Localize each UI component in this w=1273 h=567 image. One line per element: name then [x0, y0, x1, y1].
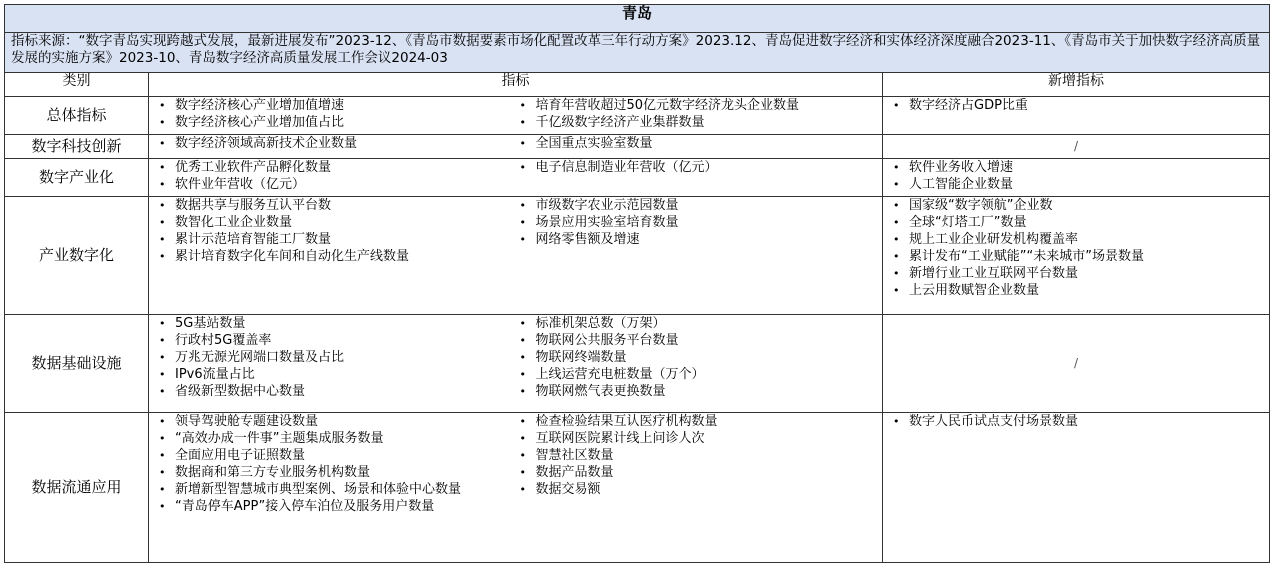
- list-item: • 软件业年营收（亿元）: [155, 176, 516, 193]
- list-item: • 5G基站数量: [155, 315, 516, 332]
- list-item: • 新增新型智慧城市典型案例、场景和体验中心数量: [155, 481, 516, 498]
- list-item: • 累计示范培育智能工厂数量: [155, 231, 516, 248]
- list-item: • 数据共享与服务互认平台数: [155, 197, 516, 214]
- row-indicators: [149, 413, 883, 563]
- list-item: • 领导驾驶舱专题建设数量: [155, 413, 516, 430]
- row-new-indicators: [883, 197, 1270, 315]
- table-row: [5, 97, 1270, 135]
- list-item: • 新增行业工业互联网平台数量: [889, 265, 1263, 282]
- list-item: • 数字经济核心产业增加值占比: [155, 114, 516, 131]
- list-item: • “高效办成一件事”主题集成服务数量: [155, 430, 516, 447]
- list-item: • 电子信息制造业年营收（亿元）: [516, 159, 877, 176]
- row-category: 数字产业化: [5, 159, 149, 197]
- list-item: • 数据交易额: [516, 481, 877, 498]
- list-item: • 万兆无源光网端口数量及占比: [155, 349, 516, 366]
- source-note: 指标来源：“数字青岛实现跨越式发展，最新进展发布”2023-12、《青岛市数据要素市场化配置改革三年行动方案》2023.12、青岛促进数字经济和实体经济深度融合2023-11、《青岛市关于加快数字经济高质量发展的实施方案》2023-10、青岛数字经济高质量发展工作会议2024-03: [5, 33, 1270, 73]
- list-item: • 数据产品数量: [516, 464, 877, 481]
- row-new-empty: /: [883, 315, 1270, 413]
- table-row: [5, 197, 1270, 315]
- list-item: • 人工智能企业数量: [889, 176, 1263, 193]
- table-row: [5, 135, 1270, 159]
- list-item: • 数字经济占GDP比重: [889, 97, 1263, 114]
- list-item: • 物联网燃气表更换数量: [516, 383, 877, 400]
- list-item: • 全球“灯塔工厂”数量: [889, 214, 1263, 231]
- list-item: • 标准机架总数（万架）: [516, 315, 877, 332]
- list-item: • 累计发布“工业赋能”“未来城市”场景数量: [889, 248, 1263, 265]
- row-new-empty: /: [883, 135, 1270, 159]
- row-category: 数据流通应用: [5, 413, 149, 563]
- header-indicators: 指标: [149, 73, 883, 97]
- list-item: • 互联网医院累计线上问诊人次: [516, 430, 877, 447]
- list-item: • “青岛停车APP”接入停车泊位及服务用户数量: [155, 498, 516, 515]
- list-item: • 千亿级数字经济产业集群数量: [516, 114, 877, 131]
- list-item: • 数字人民币试点支付场景数量: [889, 413, 1263, 430]
- list-item: • 数字经济领域高新技术企业数量: [155, 135, 516, 152]
- list-item: • 数智化工业企业数量: [155, 214, 516, 231]
- list-item: • 全国重点实验室数量: [516, 135, 877, 152]
- list-item: • 软件业务收入增速: [889, 159, 1263, 176]
- list-item: • 累计培育数字化车间和自动化生产线数量: [155, 248, 516, 265]
- list-item: • 数字经济核心产业增加值增速: [155, 97, 516, 114]
- list-item: • 上云用数赋智企业数量: [889, 282, 1263, 299]
- row-category: 总体指标: [5, 97, 149, 135]
- list-item: • 省级新型数据中心数量: [155, 383, 516, 400]
- list-item: • 行政村5G覆盖率: [155, 332, 516, 349]
- list-item: • 上线运营充电桩数量（万个）: [516, 366, 877, 383]
- row-new-indicators: [883, 413, 1270, 563]
- table-row: [5, 315, 1270, 413]
- table-row: [5, 413, 1270, 563]
- row-indicators: [149, 197, 883, 315]
- list-item: • 培育年营收超过50亿元数字经济龙头企业数量: [516, 97, 877, 114]
- header-category: 类别: [5, 73, 149, 97]
- row-new-indicators: [883, 159, 1270, 197]
- list-item: • 场景应用实验室培育数量: [516, 214, 877, 231]
- list-item: • 网络零售额及增速: [516, 231, 877, 248]
- row-indicators: [149, 159, 883, 197]
- list-item: • 规上工业企业研发机构覆盖率: [889, 231, 1263, 248]
- list-item: • 物联网公共服务平台数量: [516, 332, 877, 349]
- row-indicators: [149, 97, 883, 135]
- row-indicators: [149, 315, 883, 413]
- table-row: [5, 159, 1270, 197]
- list-item: • 全面应用电子证照数量: [155, 447, 516, 464]
- list-item: • 优秀工业软件产品孵化数量: [155, 159, 516, 176]
- list-item: • IPv6流量占比: [155, 366, 516, 383]
- row-new-indicators: [883, 97, 1270, 135]
- row-category: 产业数字化: [5, 197, 149, 315]
- list-item: • 市级数字农业示范园数量: [516, 197, 877, 214]
- row-category: 数据基础设施: [5, 315, 149, 413]
- indicator-table: [4, 4, 1270, 563]
- list-item: • 国家级“数字领航”企业数: [889, 197, 1263, 214]
- list-item: • 物联网终端数量: [516, 349, 877, 366]
- list-item: • 智慧社区数量: [516, 447, 877, 464]
- row-category: 数字科技创新: [5, 135, 149, 159]
- list-item: • 检查检验结果互认医疗机构数量: [516, 413, 877, 430]
- table-title: 青岛: [5, 5, 1270, 33]
- header-new-indicators: 新增指标: [883, 73, 1270, 97]
- list-item: • 数据商和第三方专业服务机构数量: [155, 464, 516, 481]
- row-indicators: [149, 135, 883, 159]
